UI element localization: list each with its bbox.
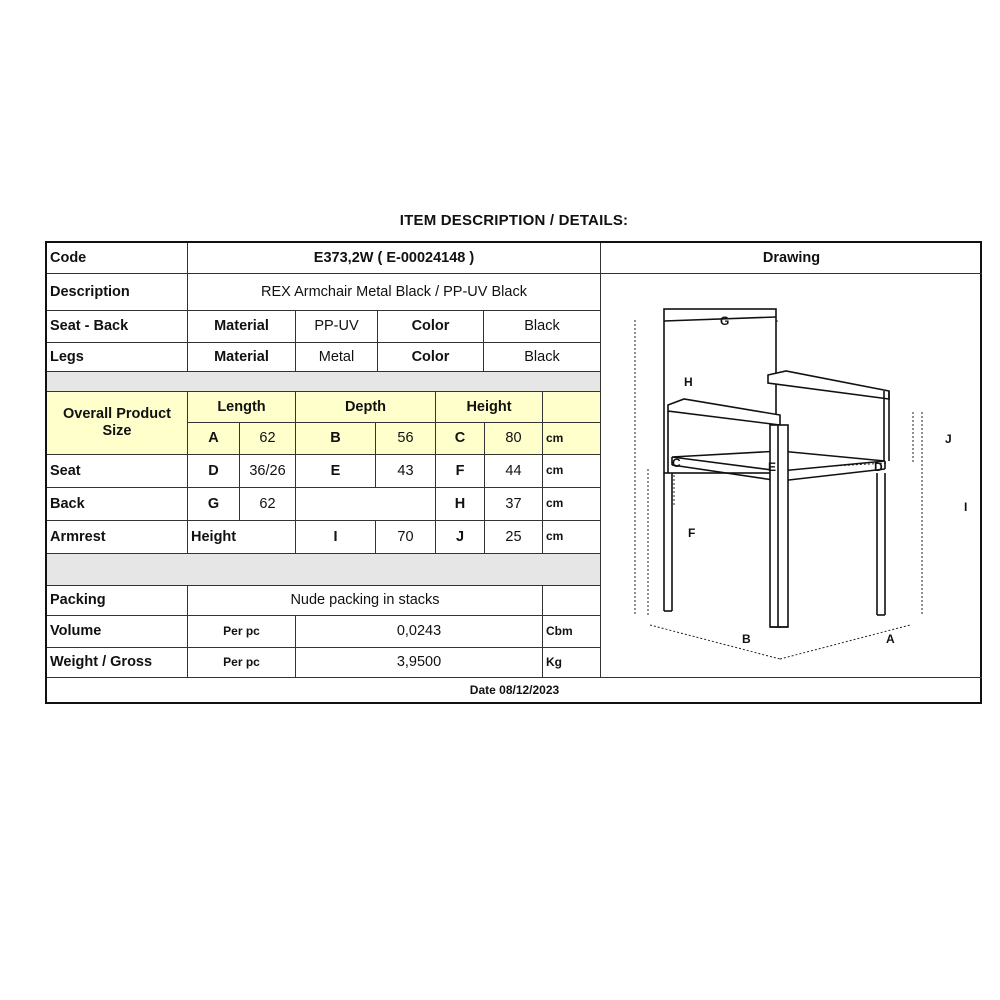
label-h: H — [684, 375, 693, 389]
back-empty-cell — [295, 487, 435, 520]
e-label: E — [295, 454, 375, 487]
label-c: C — [672, 456, 681, 470]
label-g: G — [720, 314, 730, 328]
overall-size-label: Overall Product Size — [47, 391, 187, 454]
description-label: Description — [47, 273, 187, 310]
label-j: J — [945, 432, 952, 446]
g-value: 62 — [239, 487, 295, 520]
legs-label: Legs — [47, 342, 187, 371]
date-footer: Date 08/12/2023 — [47, 677, 982, 704]
description-value: REX Armchair Metal Black / PP-UV Black — [187, 273, 600, 310]
label-i: I — [964, 500, 968, 514]
document-title: ITEM DESCRIPTION / DETAILS: — [399, 212, 629, 229]
details-sheet — [45, 241, 982, 704]
label-d: D — [874, 460, 883, 474]
b-value: 56 — [375, 422, 435, 454]
overall-unit: cm — [542, 422, 600, 454]
packing-label: Packing — [47, 585, 187, 615]
f-value: 44 — [484, 454, 542, 487]
volume-unit: Cbm — [542, 615, 600, 647]
legs-material: Metal — [295, 342, 377, 371]
depth-header: Depth — [295, 391, 435, 422]
back-unit: cm — [542, 487, 600, 520]
seat-back-material: PP-UV — [295, 310, 377, 342]
volume-label: Volume — [47, 615, 187, 647]
armrest-unit: cm — [542, 520, 600, 553]
seat-back-label: Seat - Back — [47, 310, 187, 342]
j-label: J — [435, 520, 484, 553]
legs-color-label: Color — [377, 342, 483, 371]
volume-value: 0,0243 — [295, 615, 542, 647]
weight-unit: Kg — [542, 647, 600, 677]
label-e: E — [768, 460, 777, 474]
b-label: B — [295, 422, 375, 454]
label-f: F — [688, 526, 696, 540]
d-label: D — [187, 454, 239, 487]
code-label: Code — [50, 249, 87, 266]
h-label: H — [435, 487, 484, 520]
f-label: F — [435, 454, 484, 487]
label-b: B — [742, 632, 751, 646]
seat-label: Seat — [47, 454, 187, 487]
code-value: E373,2W ( E-00024148 ) — [187, 243, 600, 273]
separator-row — [47, 371, 600, 391]
h-value: 37 — [484, 487, 542, 520]
packing-unit-blank — [542, 585, 600, 615]
chair-drawing — [602, 275, 982, 677]
legs-color: Black — [483, 342, 600, 371]
d-value: 36/26 — [239, 454, 295, 487]
c-label: C — [435, 422, 484, 454]
chair-outline — [664, 309, 889, 627]
height-header: Height — [435, 391, 542, 422]
i-value: 70 — [375, 520, 435, 553]
i-label: I — [295, 520, 375, 553]
unit-header-blank — [542, 391, 600, 422]
weight-label: Weight / Gross — [47, 647, 187, 677]
dimension-line-b — [650, 625, 780, 659]
separator-row — [47, 553, 600, 585]
packing-value: Nude packing in stacks — [187, 585, 542, 615]
seat-back-color: Black — [483, 310, 600, 342]
weight-value: 3,9500 — [295, 647, 542, 677]
a-value: 62 — [239, 422, 295, 454]
a-label: A — [187, 422, 239, 454]
drawing-header: Drawing — [600, 243, 982, 273]
seat-back-material-label: Material — [187, 310, 295, 342]
back-label: Back — [47, 487, 187, 520]
legs-material-label: Material — [187, 342, 295, 371]
right-armrest — [768, 371, 889, 399]
length-header: Length — [187, 391, 295, 422]
j-value: 25 — [484, 520, 542, 553]
volume-per: Per pc — [187, 615, 295, 647]
label-a: A — [886, 632, 895, 646]
weight-per: Per pc — [187, 647, 295, 677]
e-value: 43 — [375, 454, 435, 487]
seat-unit: cm — [542, 454, 600, 487]
armrest-label: Armrest — [47, 520, 187, 553]
seat-back-color-label: Color — [377, 310, 483, 342]
backrest — [664, 309, 776, 473]
g-label: G — [187, 487, 239, 520]
armrest-height-label: Height — [187, 520, 295, 553]
c-value: 80 — [484, 422, 542, 454]
